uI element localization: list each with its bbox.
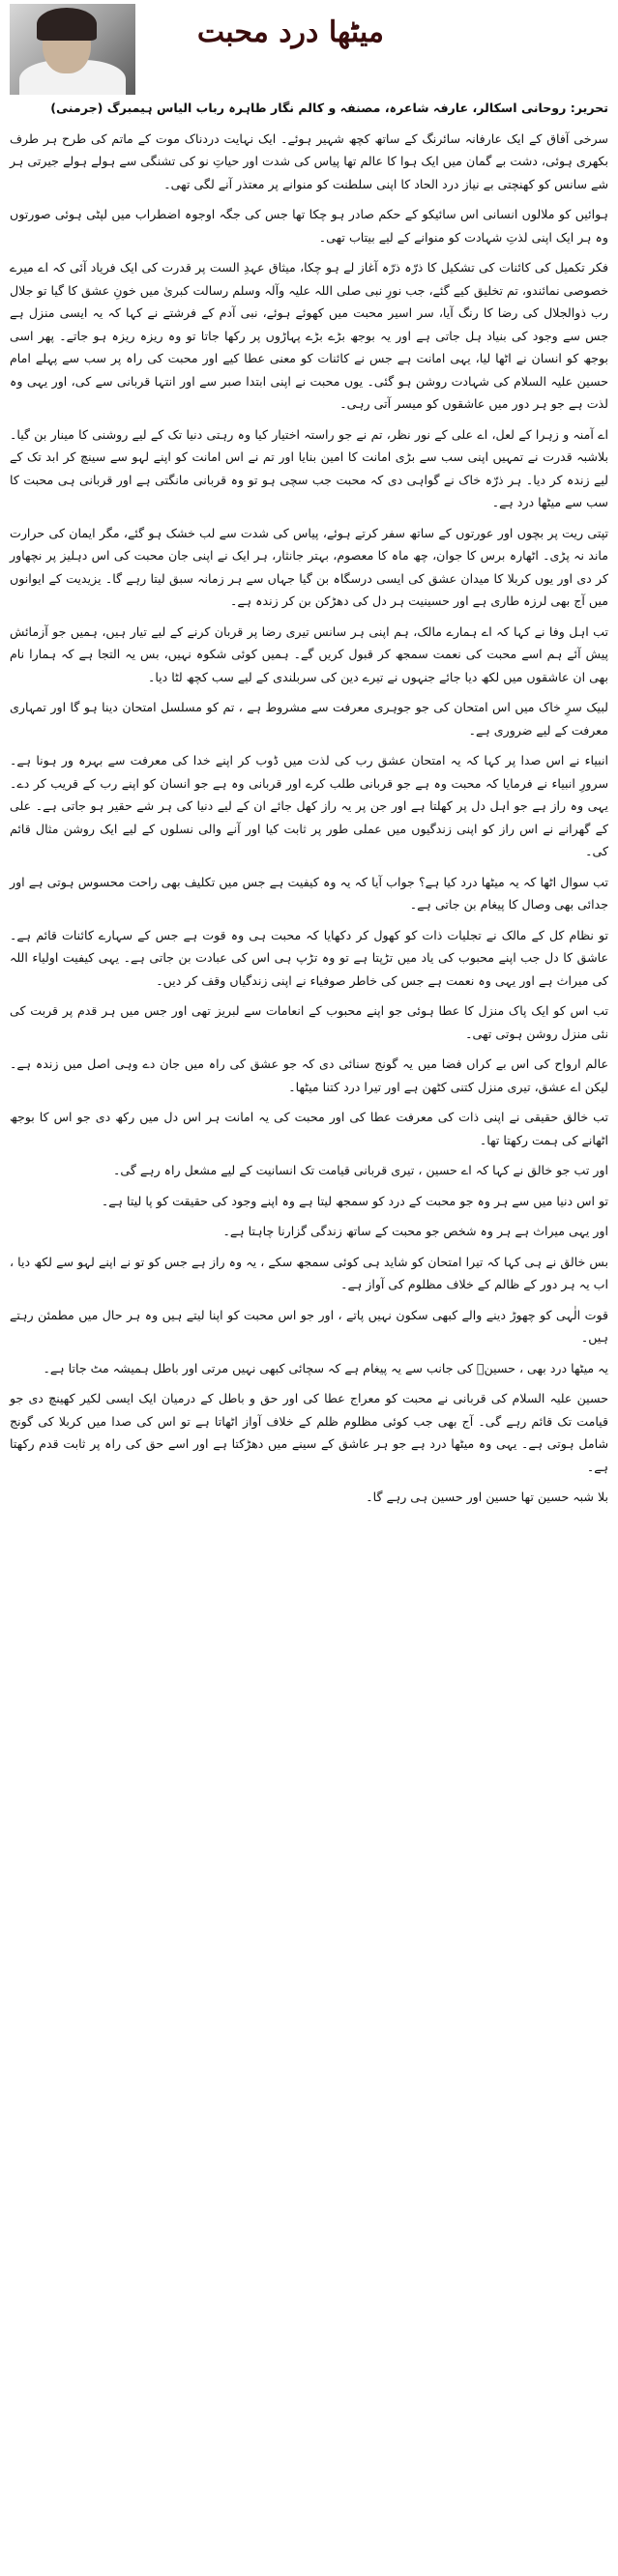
author-photo <box>10 4 135 95</box>
article-body <box>10 97 608 1509</box>
article-paragraph: تب سوال اٹھا کہ یہ میٹھا درد کیا ہے؟ جواب آیا کہ یہ وہ کیفیت ہے جس میں تکلیف بھی راحت محسوس ہوتی ہے اور جدائی بھی وصال کا پیغام بن جاتی ہے۔ <box>10 874 608 912</box>
article-title: میٹھا درد محبت <box>196 15 384 49</box>
article-paragraph: تب خالق حقیقی نے اپنی ذات کی معرفت عطا کی اور محبت کی یہ امانت ہر اس دل میں رکھ دی جو اس کا بوجھ اٹھانے کی ہمت رکھتا تھا۔ <box>10 1110 608 1147</box>
article-paragraph: حسین علیہ السلام کی قربانی نے محبت کو معراج عطا کی اور حق و باطل کے درمیان ایک ایسی لکیر کھینچ دی جو قیامت تک قائم رہے گی۔ آج بھی جب کوئی مظلوم ظلم کے خلاف آواز اٹھاتا ہے تو اس کی صدا میں کربلا کی گونج شامل ہوتی ہے۔ یہی وہ میٹھا درد ہے جو ہر عاشق کے سینے میں دھڑکتا ہے اور اسے حق کی راہ پر ثابت قدم رکھتا ہے۔ <box>10 1391 608 1474</box>
article-paragraph: اے آمنہ و زہرا کے لعل، اے علی کے نور نظر، تم نے جو راستہ اختیار کیا وہ رہتی دنیا تک کے لیے روشنی کا مینار بن گیا۔ بلاشبہ قدرت نے تمہیں اپنی سب سے بڑی امانت کا امین بنایا اور تم نے اس امانت کو اپنے لہو سے سینچ کر ابد تک کے لیے زندہ کر دیا۔ ہر ذرّہ خاک نے گواہی دی کہ محبت جب سچی ہو تو وہ قربانی مانگتی ہے اور قربانی ہی محبت کا سب سے میٹھا درد ہے۔ <box>10 426 608 509</box>
article-paragraph: تو نظام کل کے مالک نے تجلیات ذات کو کھول کر دکھایا کہ محبت ہی وہ قوت ہے جس کے سہارے کائنات قائم ہے۔ عاشق کا دل جب اپنے محبوب کی یاد میں تڑپتا ہے تو وہ تڑپ ہی اس کی عبادت بن جاتی ہے۔ یہی کیفیت اولیاء اللہ کی میراث ہے اور یہی وہ نعمت ہے جس کی خاطر صوفیاء نے اپنی زندگیاں وقف کر دیں۔ <box>10 927 608 988</box>
article-paragraph: ہوائیں کو ملالوں انسانی اس سائیکو کے حکم صادر ہو چکا تھا جس کی جگہ اوجوہ اضطراب میں لپٹی ہوئی صورتوں وہ ہر ایک اپنی لذتِ شہادت کو منوانے کے لیے بیتاب تھی۔ <box>10 207 608 245</box>
article-paragraph: عالم ارواح کی اس بے کراں فضا میں یہ گونج سنائی دی کہ جو عشق کی راہ میں جان دے وہی اصل میں زندہ ہے۔ لیکن اے عشق، تیری منزل کتنی کٹھن ہے اور تیرا درد کتنا میٹھا۔ <box>10 1056 608 1094</box>
article-header <box>10 4 608 97</box>
article-paragraph: انبیاء نے اس صدا پر کہا کہ یہ امتحان عشق رب کی لذت میں ڈوب کر اپنے خدا کی معرفت سے بہرہ ور ہونا ہے۔ سرورِ انبیاء نے فرمایا کہ محبت وہ ہے جو قربانی طلب کرے اور قربانی وہ ہے جو انسان کو اپنے رب کے قریب کر دے۔ یہی وہ راز ہے جو اہل دل پر کھلتا ہے اور جن پر یہ راز کھل جائے ان کے لیے دنیا کی ہر شے حقیر ہو جاتی ہے۔ علی کے گھرانے نے اس راز کو اپنی زندگیوں میں عملی طور پر ثابت کیا اور آنے والی نسلوں کے لیے ایک روشن مثال قائم کی۔ <box>10 753 608 858</box>
author-photo-hair <box>37 8 97 41</box>
article-paragraph: تب اہل وفا نے کہا کہ اے ہمارے مالک، ہم اپنی ہر سانس تیری رضا پر قربان کرنے کے لیے تیار ہیں، ہمیں جو آزمائش پیش آئے ہم اسے محبت کی نعمت سمجھ کر قبول کریں گے۔ ہمیں کوئی شکوہ نہیں، بس یہ التجا ہے کہ ہمارا نام بھی ان عاشقوں میں لکھ دیا جائے جنہوں نے تیرے دین کی سربلندی کے لیے سب کچھ لٹا دیا۔ <box>10 623 608 684</box>
article-paragraph: لبیک سرِ خاک میں اس امتحان کی جو جوہری معرفت سے مشروط ہے ، تم کو مسلسل امتحان دینا ہو گا اور تمہاری معرفت کے لیے ضروری ہے۔ <box>10 700 608 738</box>
article-paragraph: بس خالق نے ہی کہا کہ تیرا امتحان کو شاید ہی کوئی سمجھ سکے ، یہ وہ راز ہے جس کو تو نے اپنے لہو سے لکھ دیا ، اب یہ ہر دور کے ظالم کے خلاف مظلوم کی آواز ہے۔ <box>10 1254 608 1291</box>
article-paragraph: فکر تکمیل کی کائنات کی تشکیل کا ذرّہ ذرّہ آغاز لے ہو چکا، میثاق عہدِ الست پر قدرت کی ایک فریاد آئی کہ اے میرے خصوصی نمائندو، تم تخلیق کیے گئے، جب نورِ نبی صلی اللہ علیہ وآلہ وسلم رسالت کبریٰ میں خونِ عشق کا گیا تو جلال رب ذوالجلال کی رضا کا رنگ آیا، سر اسیر محبت میں کھوئے ہوئے، نبی آدم کے فرشتے نے کہا کہ یہ ایسی منزل ہے جس سے وجود کی بنیاد ہل جاتی ہے اور یہ بوجھ بڑے بڑے پہاڑوں پر رکھا جاتا تو وہ ریزہ ریزہ ہو جاتے۔ پھر اسی بوجھ کو انسان نے اٹھا لیا، یہی امانت ہے جس نے کائنات کو معنی عطا کیے اور محبت کی راہ پر سب سے پہلے امام حسین علیہ السلام کی شہادت روشن ہو گئی۔ یوں محبت نے اپنی ابتدا صبر سے اور انتہا قربانی سے کی، اور یہی وہ لذت ہے جو ہر دور میں عاشقوں کو میسر آتی رہی۔ <box>10 260 608 411</box>
article-paragraph: بلا شبہ حسین تھا حسین اور حسین ہی رہے گا۔ <box>366 1490 608 1504</box>
article-paragraph: تب اس کو ایک پاک منزل کا عطا ہوئی جو اپنے محبوب کے انعامات سے لبریز تھی اور جس میں ہر قدم پر قربت کی نئی منزل روشن ہوتی تھی۔ <box>10 1003 608 1041</box>
article-paragraph: یہ میٹھا درد بھی ، حسینؑ کی جانب سے یہ پیغام ہے کہ سچائی کبھی نہیں مرتی اور باطل ہمیشہ مٹ جاتا ہے۔ <box>43 1360 608 1375</box>
article-paragraph: اور یہی میراث ہے ہر وہ شخص جو محبت کے ساتھ زندگی گزارنا چاہتا ہے۔ <box>222 1224 608 1238</box>
article-paragraph: تو اس دنیا میں سے ہر وہ جو محبت کے درد کو سمجھ لیتا ہے وہ اپنے وجود کی حقیقت کو پا لیتا ہے۔ <box>101 1193 608 1208</box>
article-paragraph: قوت الٰہی کو چھوڑ دینے والے کبھی سکون نہیں پاتے ، اور جو اس محبت کو اپنا لیتے ہیں وہ ہر حال میں مطمئن رہتے ہیں۔ <box>10 1307 608 1345</box>
article-paragraph: سرخی آفاق کے ایک عارفانہ سائرنگ کے ساتھ کچھ شہیر ہوئے۔ ایک نہایت دردناک موت کے ماتم کی طرح ہر طرف بکھری ہوئی، دشت بے گمان میں ایک ہوا کا عالم تھا پیاس کی شدت اور حیاتِ نو کی تشنگی سے ہولے ہولے جیرتی ہر شے سانس کو کھنچتی بے نیاز درد الحاد کا اپنی سلطنت کو منوانے پر معتذر آنے لگی تھی۔ <box>10 130 608 191</box>
article-paragraph: اور تب جو خالق نے کہا کہ اے حسین ، تیری قربانی قیامت تک انسانیت کے لیے مشعل راہ رہے گی۔ <box>112 1163 608 1177</box>
article-paragraph: تپتی ریت پر بچوں اور عورتوں کے ساتھ سفر کرتے ہوئے، پیاس کی شدت سے لب خشک ہو گئے، مگر ایمان کی حرارت ماند نہ پڑی۔ اٹھارہ برس کا جوان، چھ ماہ کا معصوم، بہتر جانثار، ہر ایک نے اپنی جان محبت کی اس دہلیز پر نچھاور کر دی اور یوں کربلا کا میدان عشق کی ایسی درسگاہ بن گیا جہاں سے ہر زمانہ سبق لیتا رہے گا۔ یزیدیت کے ایوانوں میں آج بھی لرزہ طاری ہے اور حسینیت ہر دل کی دھڑکن بن کر زندہ ہے۔ <box>10 525 608 608</box>
article-byline: تحریر: روحانی اسکالر، عارفہ شاعرہ، مصنفہ و کالم نگار طاہرہ رباب الیاس ہیمبرگ (جرمنی) <box>50 101 608 115</box>
